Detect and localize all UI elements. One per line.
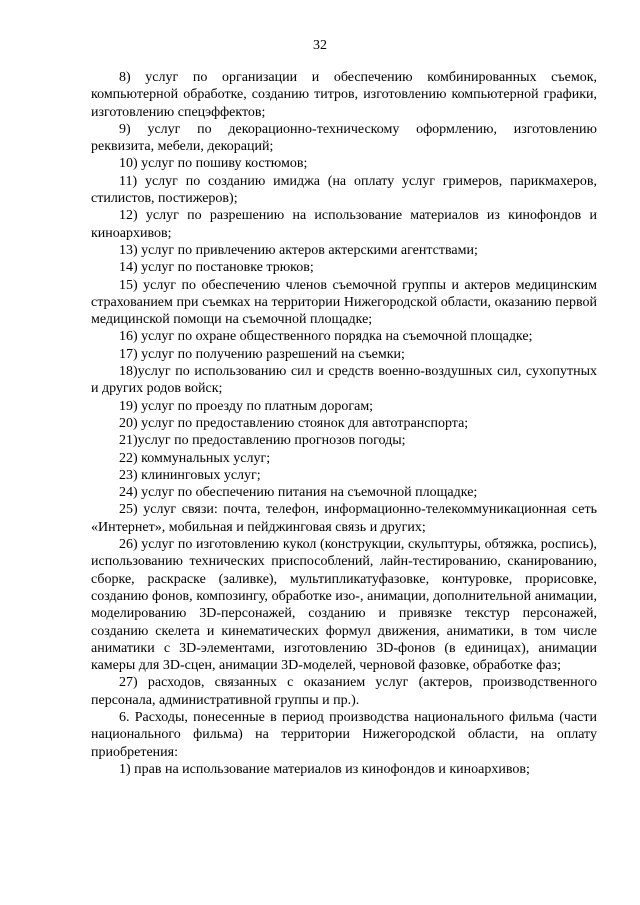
list-item: 13) услуг по привлечению актеров актерскими агентствами; xyxy=(119,242,478,258)
list-item: 19) услуг по проезду по платным дорогам; xyxy=(119,398,374,414)
list-item: 27) расходов, связанных с оказанием услуг (актеров, производственного персонала, административной группы и пр.). xyxy=(91,675,597,708)
list-item: 26) услуг по изготовлению кукол (конструкции, скульптуры, обтяжка, роспись), использованию технических приспособлений, лайн-тестированию, сканированию, сборке, раскраске (заливке), мультипликатуфазовке, контуровке, прорисовке, созданию фонов, композингу, обработке изо-, анимации, дополнительной анимации, моделированию 3D-персонажей, созданию и привязке текстур персонажей, созданию скелета и кинематических формул движения, аниматики, в том числе аниматики с 3D-элементами, изготовлению 3D-фонов (в единицах), анимации камеры для 3D-сцен, анимации 3D-моделей, черновой фазовке, обработке фаз; xyxy=(91,537,597,674)
section-paragraph: 6. Расходы, понесенные в период производства национального фильма (части национального фильма) на территории Нижегородской области, на оплату приобретения: xyxy=(91,709,597,760)
page-number: 32 xyxy=(313,38,327,53)
list-item: 11) услуг по созданию имиджа (на оплату услуг гримеров, парикмахеров, стилистов, постижеров); xyxy=(91,173,597,207)
list-item: 18)услуг по использованию сил и средств военно-воздушных сил, сухопутных и других родов войск; xyxy=(91,364,597,397)
list-item: 24) услуг по обеспечению питания на съемочной площадке; xyxy=(119,485,478,501)
body-text xyxy=(91,69,597,778)
list-item: 23) клининговых услуг; xyxy=(119,467,261,483)
list-item: 16) услуг по охране общественного порядка на съемочной площадке; xyxy=(119,329,533,345)
list-item: 1) прав на использование материалов из кинофондов и киноархивов; xyxy=(119,761,530,777)
list-item: 14) услуг по постановке трюков; xyxy=(119,260,314,276)
list-item: 17) услуг по получению разрешений на съемки; xyxy=(119,346,405,362)
list-item: 21)услуг по предоставлению прогнозов погоды; xyxy=(119,433,406,449)
list-item: 12) услуг по разрешению на использование материалов из кинофондов и киноархивов; xyxy=(91,208,597,241)
list-item: 15) услуг по обеспечению членов съемочной группы и актеров медицинским страхованием при съемках на территории Нижегородской области, оказанию первой медицинской помощи на съемочной площадке; xyxy=(91,277,597,328)
list-item: 22) коммунальных услуг; xyxy=(119,450,271,466)
list-item: 25) услуг связи: почта, телефон, информационно-телекоммуникационная сеть «Интернет», мобильная и пейджинговая связь и других; xyxy=(91,502,597,535)
list-item: 9) услуг по декорационно-техническому оформлению, изготовлению реквизита, мебели, декораций; xyxy=(91,121,597,155)
list-item: 20) услуг по предоставлению стоянок для автотранспорта; xyxy=(119,415,469,431)
list-item: 8) услуг по организации и обеспечению комбинированных съемок, компьютерной обработке, созданию титров, изготовлению компьютерной графики, изготовлению спецэффектов; xyxy=(91,70,597,120)
list-item: 10) услуг по пошиву костюмов; xyxy=(119,156,308,172)
